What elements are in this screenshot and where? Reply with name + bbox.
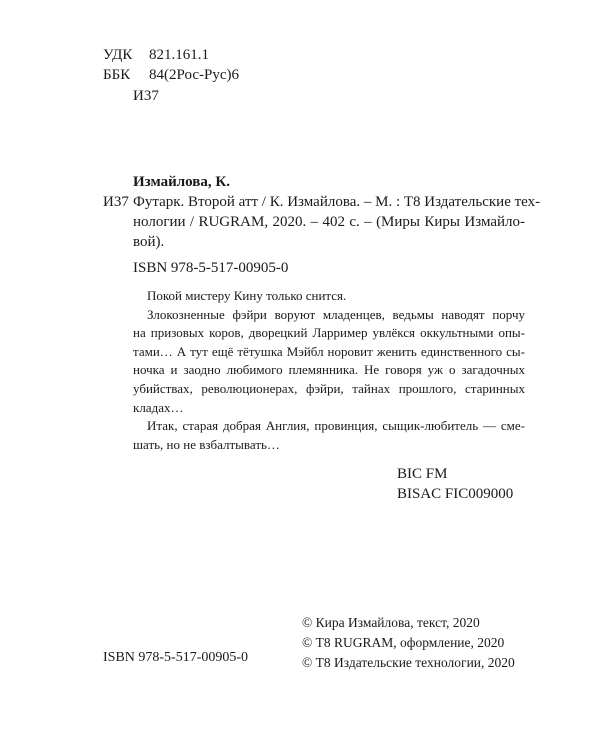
annotation-line: Итак, старая добрая Англия, провинция, сыщик-любитель — сме- <box>147 418 525 434</box>
entry-isbn: ISBN 978-5-517-00905-0 <box>133 260 289 276</box>
annotation-line: Покой мистеру Кину только снится. <box>147 288 347 303</box>
copyright-line: © Т8 Издательские технологии, 2020 <box>302 655 515 670</box>
copyright-line: © Т8 RUGRAM, оформление, 2020 <box>302 635 505 650</box>
annotation-line: на призовых коров, дворецкий Ларример увлёкся оккультными опы- <box>133 325 525 341</box>
author-sign-entry: И37 <box>103 194 129 210</box>
copyright-block <box>302 613 515 673</box>
annotation-line: убийствах, революционерах, фэйри, тайнах прошлого, старинных <box>133 380 525 396</box>
annotation-text <box>133 287 525 454</box>
author-heading: Измайлова, К. <box>133 174 231 190</box>
udk-value: 821.161.1 <box>149 47 209 63</box>
copyright-line: © Кира Измайлова, текст, 2020 <box>302 615 480 630</box>
author-sign-top: И37 <box>133 88 159 104</box>
annotation-line: ночка и заодно любимого племянника. Не говоря уж о загадочных <box>133 362 525 378</box>
bisac-code: BISAC FIC009000 <box>397 486 514 502</box>
bbk-label: ББК <box>103 67 131 83</box>
annotation-line: шать, но не взбалтывать… <box>133 436 280 452</box>
description-line: нологии / RUGRAM, 2020. – 402 с. – (Миры Киры Измайло- <box>133 214 525 230</box>
annotation-line: тами… А тут ещё тётушка Мэйбл норовит женить единственного сы- <box>133 343 525 359</box>
annotation-line: кладах… <box>133 399 184 415</box>
description-line: Футарк. Второй атт / К. Измайлова. – М. : Т8 Издательские тех- <box>133 194 541 210</box>
description-line: вой). <box>133 234 165 250</box>
footer-isbn: ISBN 978-5-517-00905-0 <box>103 650 249 665</box>
udk-label: УДК <box>103 47 133 63</box>
bic-code: BIC FM <box>397 466 448 482</box>
bibliographic-description <box>133 192 541 252</box>
annotation-line: Злокозненные фэйри воруют младенцев, ведьмы наводят порчу <box>147 306 525 322</box>
bbk-value: 84(2Рос-Рус)6 <box>149 67 239 83</box>
